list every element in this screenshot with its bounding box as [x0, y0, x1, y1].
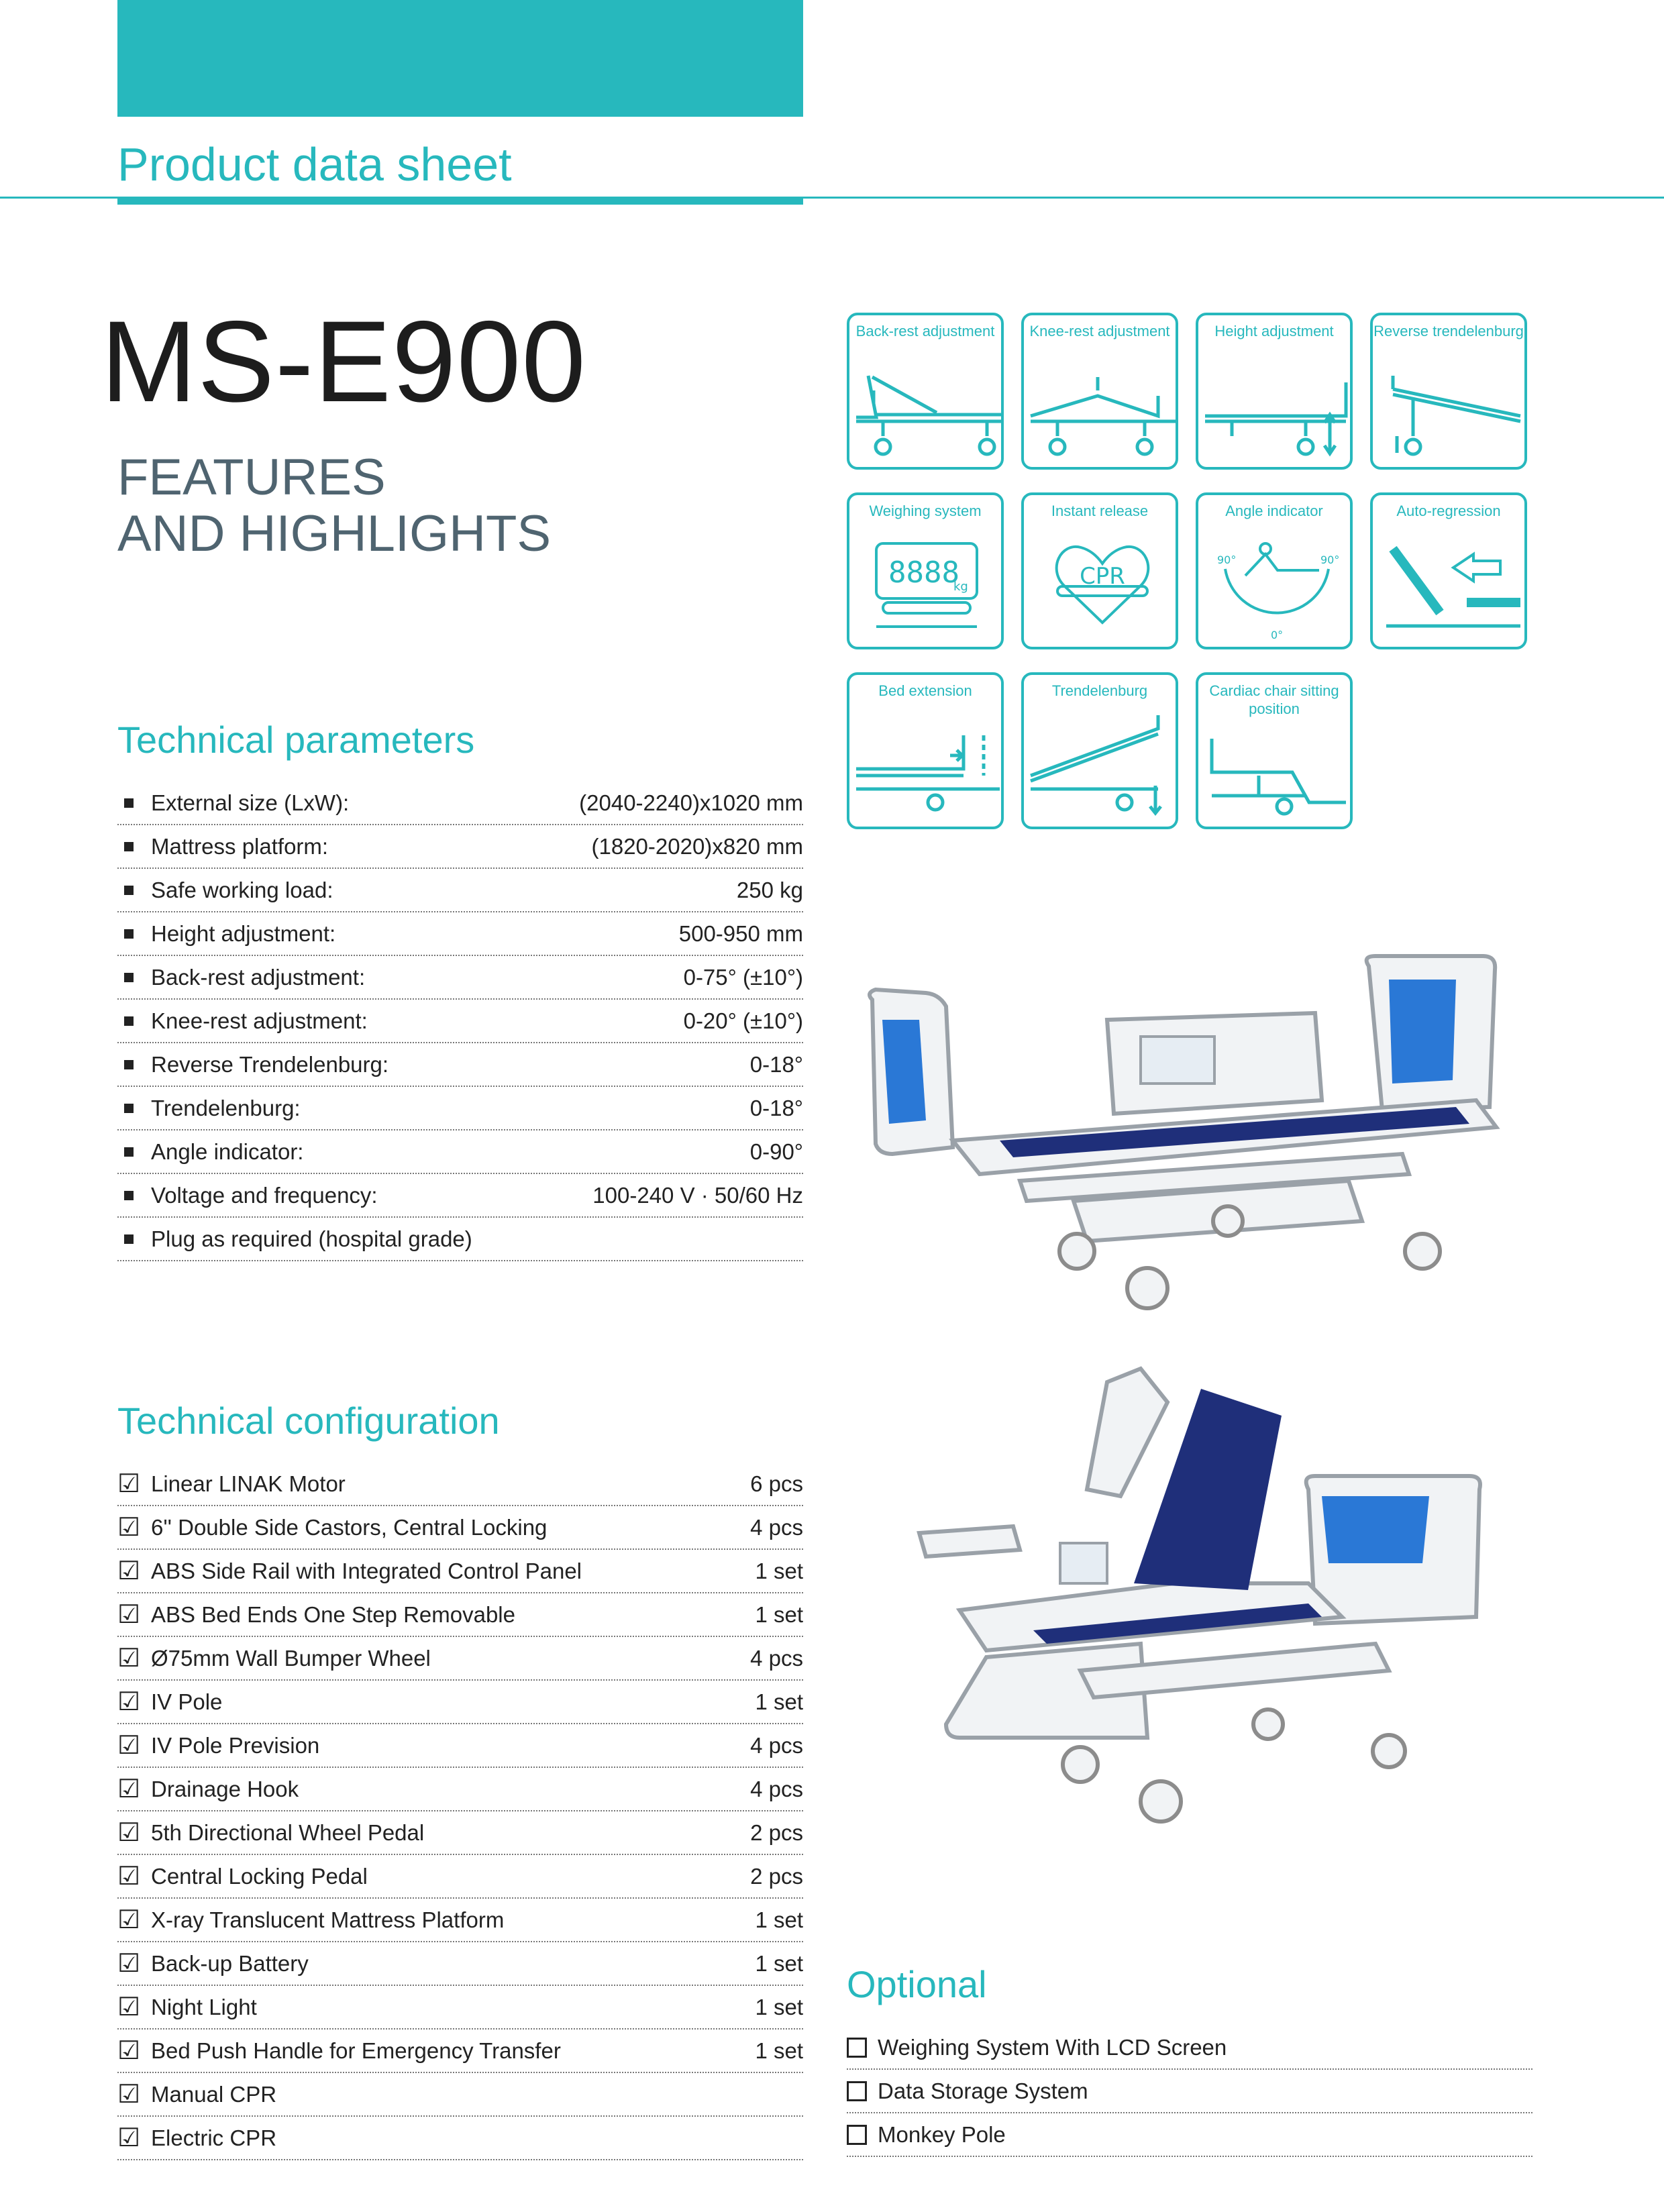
knee-rest-icon — [1024, 315, 1181, 472]
height-icon — [1198, 315, 1355, 472]
angle-icon — [1198, 495, 1355, 652]
configuration-row — [117, 1986, 803, 2030]
parameter-value: 0-20° (±10°) — [683, 1008, 803, 1033]
back-rest-icon — [849, 315, 1006, 472]
configuration-value: 1 set — [755, 1907, 803, 1932]
bullet-icon — [124, 886, 134, 895]
optional-label: Data Storage System — [878, 2078, 1088, 2103]
feature-label: Instant release — [1051, 503, 1149, 519]
parameter-row — [117, 1174, 803, 1218]
checked-box-icon: ☑ — [117, 2080, 141, 2109]
feature-back-rest — [847, 313, 1004, 470]
reverse-trendelenburg-icon — [1373, 315, 1530, 472]
optional-label: Monkey Pole — [878, 2121, 1006, 2147]
checked-box-icon: ☑ — [117, 1557, 141, 1585]
configuration-row — [117, 1593, 803, 1637]
checkbox-icon — [847, 2125, 867, 2145]
parameter-row — [117, 782, 803, 825]
feature-label: Bed extension — [878, 682, 972, 699]
configuration-label: Linear LINAK Motor — [151, 1471, 346, 1496]
checked-box-icon: ☑ — [117, 1949, 141, 1978]
bullet-icon — [124, 929, 134, 939]
configuration-value: 6 pcs — [750, 1471, 803, 1496]
model-name: MS-E900 — [101, 297, 586, 426]
feature-cardiac-chair — [1196, 672, 1353, 829]
parameter-label: Plug as required (hospital grade) — [151, 1226, 472, 1251]
checked-box-icon: ☑ — [117, 1862, 141, 1891]
angle-right-label: 90° — [1320, 554, 1340, 566]
feature-height — [1196, 313, 1353, 470]
feature-label: Angle indicator — [1225, 503, 1323, 519]
feature-label: Cardiac chair sitting position — [1209, 682, 1339, 717]
optional-label: Weighing System With LCD Screen — [878, 2034, 1227, 2060]
feature-label: Knee-rest adjustment — [1029, 323, 1170, 339]
bed-extension-icon — [849, 675, 1006, 832]
configuration-label: Electric CPR — [151, 2125, 277, 2150]
feature-knee-rest — [1021, 313, 1178, 470]
configuration-value: 2 pcs — [750, 1863, 803, 1889]
scale-display-text: 8888 — [888, 556, 959, 590]
configuration-row — [117, 2117, 803, 2160]
parameter-row — [117, 1000, 803, 1043]
configuration-value: 1 set — [755, 1558, 803, 1583]
checked-box-icon: ☑ — [117, 1818, 141, 1847]
parameter-label: Reverse Trendelenburg: — [151, 1051, 389, 1077]
checked-box-icon: ☑ — [117, 1993, 141, 2021]
parameter-label: Knee-rest adjustment: — [151, 1008, 368, 1033]
auto-regression-icon — [1373, 495, 1530, 652]
parameter-label: Safe working load: — [151, 877, 333, 902]
trendelenburg-icon — [1024, 675, 1181, 832]
configuration-table — [117, 1463, 803, 2160]
feature-label: Auto-regression — [1396, 503, 1501, 519]
configuration-value: 4 pcs — [750, 1514, 803, 1540]
parameter-value: 0-75° (±10°) — [683, 964, 803, 990]
feature-label: Height adjustment — [1214, 323, 1334, 339]
optional-row — [847, 2026, 1532, 2070]
configuration-value: 1 set — [755, 2038, 803, 2063]
feature-weighing-system — [847, 492, 1004, 649]
configuration-row — [117, 2030, 803, 2073]
configuration-row — [117, 1855, 803, 1899]
parameter-row — [117, 1218, 803, 1261]
features-heading — [117, 450, 551, 562]
parameter-label: Trendelenburg: — [151, 1095, 301, 1120]
checked-box-icon: ☑ — [117, 2036, 141, 2065]
configuration-label: ABS Bed Ends One Step Removable — [151, 1601, 515, 1627]
bullet-icon — [124, 1104, 134, 1113]
angle-left-label: 90° — [1217, 554, 1237, 566]
configuration-row — [117, 1724, 803, 1768]
parameter-value: 0-18° — [749, 1051, 803, 1077]
parameters-table — [117, 782, 803, 1261]
bullet-icon — [124, 842, 134, 851]
optional-table — [847, 2026, 1532, 2157]
hospital-bed-flat-image — [852, 953, 1516, 1328]
configuration-label: 6'' Double Side Castors, Central Locking — [151, 1514, 548, 1540]
checkbox-icon — [847, 2038, 867, 2058]
feature-label: Back-rest adjustment — [855, 323, 995, 339]
bullet-icon — [124, 1191, 134, 1200]
header-color-band — [117, 0, 803, 117]
checked-box-icon: ☑ — [117, 1905, 141, 1934]
parameter-label: Height adjustment: — [151, 920, 336, 946]
configuration-label: 5th Directional Wheel Pedal — [151, 1820, 425, 1845]
feature-label: Trendelenburg — [1051, 682, 1148, 699]
bullet-icon — [124, 798, 134, 808]
checked-box-icon: ☑ — [117, 1731, 141, 1760]
feature-trendelenburg — [1021, 672, 1178, 829]
configuration-value: 1 set — [755, 1950, 803, 1976]
hospital-bed-chair-image — [906, 1362, 1496, 1845]
configuration-row — [117, 1550, 803, 1593]
parameter-label: Angle indicator: — [151, 1139, 304, 1164]
parameter-value: 0-18° — [749, 1095, 803, 1120]
technical-parameters-title: Technical parameters — [117, 719, 475, 761]
bullet-icon — [124, 1060, 134, 1069]
configuration-row — [117, 1768, 803, 1811]
checked-box-icon: ☑ — [117, 1644, 141, 1673]
configuration-label: IV Pole — [151, 1689, 223, 1714]
parameter-label: External size (LxW): — [151, 790, 350, 815]
parameter-label: Voltage and frequency: — [151, 1182, 378, 1208]
configuration-label: X-ray Translucent Mattress Platform — [151, 1907, 505, 1932]
configuration-label: Central Locking Pedal — [151, 1863, 368, 1889]
optional-row — [847, 2113, 1532, 2157]
bullet-icon — [124, 1234, 134, 1244]
configuration-row — [117, 1681, 803, 1724]
feature-reverse-trendelenburg — [1370, 313, 1527, 470]
parameter-value: (2040-2240)x1020 mm — [579, 790, 803, 815]
configuration-value: 2 pcs — [750, 1820, 803, 1845]
configuration-row — [117, 1463, 803, 1506]
configuration-row — [117, 1637, 803, 1681]
feature-angle-indicator — [1196, 492, 1353, 649]
features-heading-line2: AND HIGHLIGHTS — [117, 505, 552, 562]
parameter-value: 0-90° — [749, 1139, 803, 1164]
parameter-row — [117, 825, 803, 869]
parameter-row — [117, 912, 803, 956]
features-heading-line1: FEATURES — [117, 449, 386, 506]
configuration-label: Back-up Battery — [151, 1950, 309, 1976]
parameter-value: (1820-2020)x820 mm — [591, 833, 803, 859]
configuration-value: 1 set — [755, 1689, 803, 1714]
feature-auto-regression — [1370, 492, 1527, 649]
scale-icon — [849, 495, 1006, 652]
configuration-label: Night Light — [151, 1994, 257, 2019]
configuration-row — [117, 2073, 803, 2117]
configuration-row — [117, 1899, 803, 1942]
configuration-value: 1 set — [755, 1601, 803, 1627]
checked-box-icon: ☑ — [117, 1775, 141, 1803]
parameter-row — [117, 1043, 803, 1087]
feature-label: Reverse trendelenburg — [1373, 323, 1524, 339]
angle-bottom-label: 0° — [1271, 629, 1284, 641]
checkbox-icon — [847, 2081, 867, 2101]
configuration-value: 1 set — [755, 1994, 803, 2019]
bullet-icon — [124, 1147, 134, 1157]
configuration-label: Bed Push Handle for Emergency Transfer — [151, 2038, 561, 2063]
checked-box-icon: ☑ — [117, 2123, 141, 2152]
parameter-label: Back-rest adjustment: — [151, 964, 366, 990]
configuration-label: ABS Side Rail with Integrated Control Panel — [151, 1558, 582, 1583]
checked-box-icon: ☑ — [117, 1513, 141, 1542]
parameter-value: 100-240 V · 50/60 Hz — [592, 1182, 803, 1208]
parameter-row — [117, 1087, 803, 1130]
cpr-heart-icon — [1024, 495, 1181, 652]
configuration-row — [117, 1506, 803, 1550]
configuration-row — [117, 1811, 803, 1855]
parameter-row — [117, 956, 803, 1000]
configuration-label: Ø75mm Wall Bumper Wheel — [151, 1645, 431, 1671]
configuration-label: Drainage Hook — [151, 1776, 299, 1801]
parameter-row — [117, 869, 803, 912]
header-divider-accent — [117, 197, 803, 205]
optional-row — [847, 2070, 1532, 2113]
configuration-value: 4 pcs — [750, 1776, 803, 1801]
configuration-value: 4 pcs — [750, 1645, 803, 1671]
checked-box-icon: ☑ — [117, 1600, 141, 1629]
feature-instant-release — [1021, 492, 1178, 649]
parameter-label: Mattress platform: — [151, 833, 329, 859]
configuration-label: Manual CPR — [151, 2081, 277, 2107]
bullet-icon — [124, 973, 134, 982]
configuration-value: 4 pcs — [750, 1732, 803, 1758]
parameter-row — [117, 1130, 803, 1174]
feature-bed-extension — [847, 672, 1004, 829]
parameter-value: 250 kg — [736, 877, 803, 902]
bullet-icon — [124, 1016, 134, 1026]
cardiac-chair-icon — [1198, 675, 1355, 832]
configuration-row — [117, 1942, 803, 1986]
page-title: Product data sheet — [117, 138, 512, 191]
optional-title: Optional — [847, 1963, 987, 2005]
checked-box-icon: ☑ — [117, 1469, 141, 1498]
feature-label: Weighing system — [869, 503, 982, 519]
parameter-value: 500-950 mm — [678, 920, 803, 946]
configuration-label: IV Pole Prevision — [151, 1732, 320, 1758]
scale-unit-text: kg — [953, 580, 968, 594]
technical-configuration-title: Technical configuration — [117, 1400, 500, 1442]
cpr-badge-text: CPR — [1080, 563, 1125, 590]
checked-box-icon: ☑ — [117, 1687, 141, 1716]
